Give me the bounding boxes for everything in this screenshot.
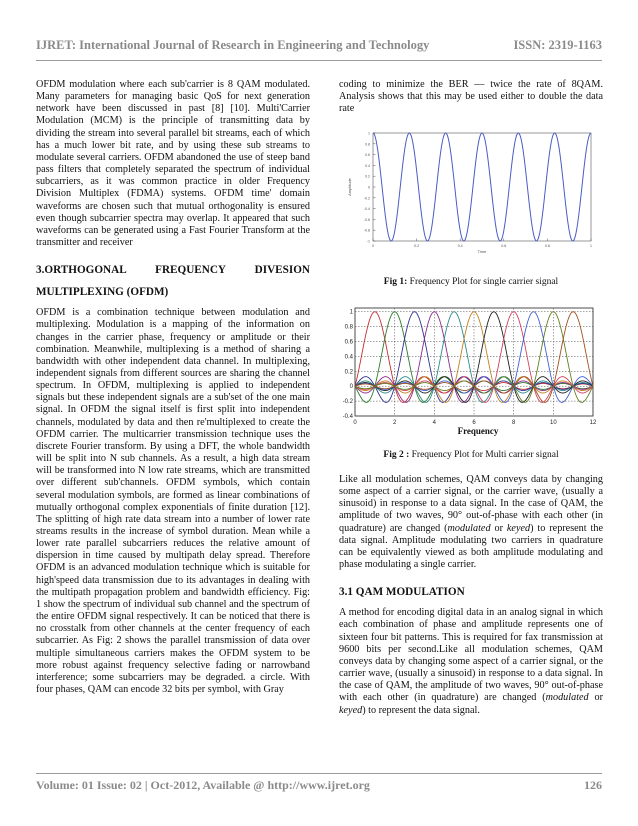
y-tick-label: 1 (349, 309, 353, 316)
page-footer (36, 778, 602, 796)
y-tick-label: 0 (368, 185, 370, 190)
qam-modulation-paragraph: A method for encoding digital data in an analog signal in which each combination of phase and amplitude represents one of sixteen four bit patterns. This is required for fax transmission at 9600 bits per second.Like all modulation schemes, QAM conveys data by changing some aspect of a carrier signal, or the carrier wave, (usually a sinusoid) in response to a data signal. In the case of QAM, the amplitude of two waves, 90° out-of-phase with each other (in quadrature) are changed (modulated or keyed) to represent the data signal. (339, 607, 603, 716)
y-tick-label: 0.2 (344, 369, 353, 376)
x-tick-label: 0 (353, 420, 357, 426)
figure-1-label: Fig 1: (383, 277, 408, 287)
subsection-heading: 3.1 QAM MODULATION (339, 586, 465, 599)
footer-rule (36, 773, 602, 774)
plot-frame (373, 133, 591, 241)
y-axis-label: Amplitude (347, 178, 352, 196)
x-tick-label: 8 (511, 420, 516, 426)
header-rule (36, 60, 602, 61)
right-column-bottom (339, 474, 603, 717)
y-tick-label: -0.4 (363, 207, 370, 212)
y-tick-label: -0.4 (343, 414, 353, 420)
y-tick-label: 0.6 (365, 153, 370, 158)
y-tick-label: -0.8 (363, 228, 370, 233)
x-tick-label: 1 (590, 244, 592, 248)
y-tick-label: -1 (366, 239, 370, 244)
x-tick-label: 0.8 (544, 244, 550, 248)
y-tick-label: 0.8 (344, 324, 353, 331)
figure-1-single-carrier-plot (343, 125, 600, 258)
y-tick-label: 0.8 (365, 142, 370, 147)
section-heading-line2: MULTIPLEXING (OFDM) (36, 286, 169, 299)
figure-1-caption-text: Frequency Plot for single carrier signal (407, 277, 559, 287)
x-tick-label: 0 (372, 244, 374, 248)
y-tick-label: -0.6 (363, 217, 370, 222)
y-tick-label: 0.4 (365, 163, 370, 168)
figure-2-caption-text: Frequency Plot for Multi carrier signal (409, 450, 559, 460)
page-header (36, 38, 602, 56)
x-tick-label: 4 (432, 420, 437, 426)
volume-info: Volume: 01 Issue: 02 | Oct-2012, Available @ http://www.ijret.org (36, 778, 370, 792)
section-heading: 3.ORTHOGONAL FREQUENCY DIVESION (36, 264, 310, 277)
x-tick-label: 10 (549, 420, 557, 426)
figure-2-multi-carrier-plot (343, 304, 601, 437)
qam-paragraph: Like all modulation schemes, QAM conveys data by changing some aspect of a carrier signal, or the carrier wave, (usually a sinusoid) in response to a data signal. In the case of QAM, the amplitude of two waves, 90° out-of-phase with each other (in quadrature) are changed (modulated or keyed) to represent the data signal. Amplitude modulating two carriers in quadrature can be equivalently viewed as both amplitude modulating and phase modulating a single carrier. (339, 474, 603, 571)
x-axis-label: Frequency (457, 426, 499, 436)
y-tick-label: 0 (349, 384, 353, 391)
right-column-top (339, 79, 603, 115)
figure-2-caption (339, 450, 603, 460)
journal-title: IJRET: International Journal of Research in Engineering and Technology (36, 38, 430, 52)
x-tick-label: 6 (472, 420, 476, 426)
y-tick-label: 0.6 (344, 339, 353, 346)
x-tick-label: 0.4 (457, 244, 463, 248)
left-column (36, 79, 310, 696)
x-axis-label: Time (477, 249, 487, 254)
figure-2-label: Fig 2 : (383, 450, 410, 460)
y-tick-label: 0.4 (344, 354, 353, 361)
y-tick-label: 0.2 (365, 174, 370, 179)
page-number: 126 (584, 778, 602, 792)
y-tick-label: 1 (368, 131, 370, 136)
issn: ISSN: 2319-1163 (513, 38, 602, 52)
x-tick-label: 2 (392, 420, 397, 426)
continuation-paragraph: coding to minimize the BER — twice the rate of 8QAM. Analysis shows that this may be used either to double the data rate (339, 79, 603, 115)
intro-paragraph: OFDM modulation where each sub'carrier is 8 QAM modulated. Many parameters for managing basic QoS for next generation network have been discussed in past [8] [10]. Multi'Carrier Modulation (MCM) is the principle of transmitting data by dividing the stream into several parallel bit streams, each of which has a much lower bit rate, and by using these sub streams to modulate several carriers. OFDM abandoned the use of steep band pass filters that completely separated the spectrum of individual subcarriers, as it was common practice in older Frequency Division Multiplex (FDMA) systems. OFDM time' domain waveforms are chosen such that mutual orthogonality is ensured even though subcarrier spectra may overlap. It appeared that such waveforms can be generated using a Fast Fourier Transform at the transmitter and receiver (36, 79, 310, 249)
x-tick-label: 0.6 (501, 244, 507, 248)
y-tick-label: -0.2 (343, 399, 353, 406)
x-tick-label: 0.2 (414, 244, 420, 248)
ofdm-paragraph: OFDM is a combination technique between modulation and multiplexing. Modulation is a mapping of the information on changes in the carrier phase, frequency or amplitude or their combination. Meanwhile, multiplexing is a method of sharing a bandwidth with other independent data channel. In multiplexing, independent signals from different sources are sharing the channel spectrum. In OFDM, multiplexing is applied to independent signals but these independent signals are a sub'set of the one main signal. In OFDM the signal itself is first split into independent channels, modulated by data and then re'multiplexed to create the OFDM carrier. The multicarrier transmission technique uses the discrete Fourier transform. By using a DFT, the whole bandwidth will be split into N sub channels. As a result, a high data stream will be transformed into N low rate streams, which are transmitted over different sub'channels. OFDM symbols, which contain several modulation symbols, are formed as linear combinations of mutually orthogonal complex exponentials of finite duration [12]. The splitting of high rate data stream into a number of lower rate streams results in the increase of symbol duration. Mean while a lower rate parallel subcarriers reduces the relative amount of dispersion in time caused by multipath delay spread. Therefore OFDM is an advanced modulation technique which is suitable for high'speed data transmission due to its advantages in dealing with the multipath propagation problem and bandwidth efficiency. Fig: 1 show the spectrum of individual sub channel and the spectrum of the entire OFDM signal respectively. It can be noticed that there is no crosstalk from other channels at the center frequency of each subcarrier. As Fig: 2 shows the parallel transmission of data over multiple simultaneous carriers makes the OFDM system to be more robust against frequency selective fading or narrowband interference; some subcarriers may be degraded. a circle. With four phases, QAM can encode 32 bits per symbol, with Gray (36, 307, 310, 696)
y-tick-label: -0.2 (363, 196, 370, 201)
x-tick-label: 12 (589, 420, 597, 426)
figure-1-caption (339, 277, 603, 287)
